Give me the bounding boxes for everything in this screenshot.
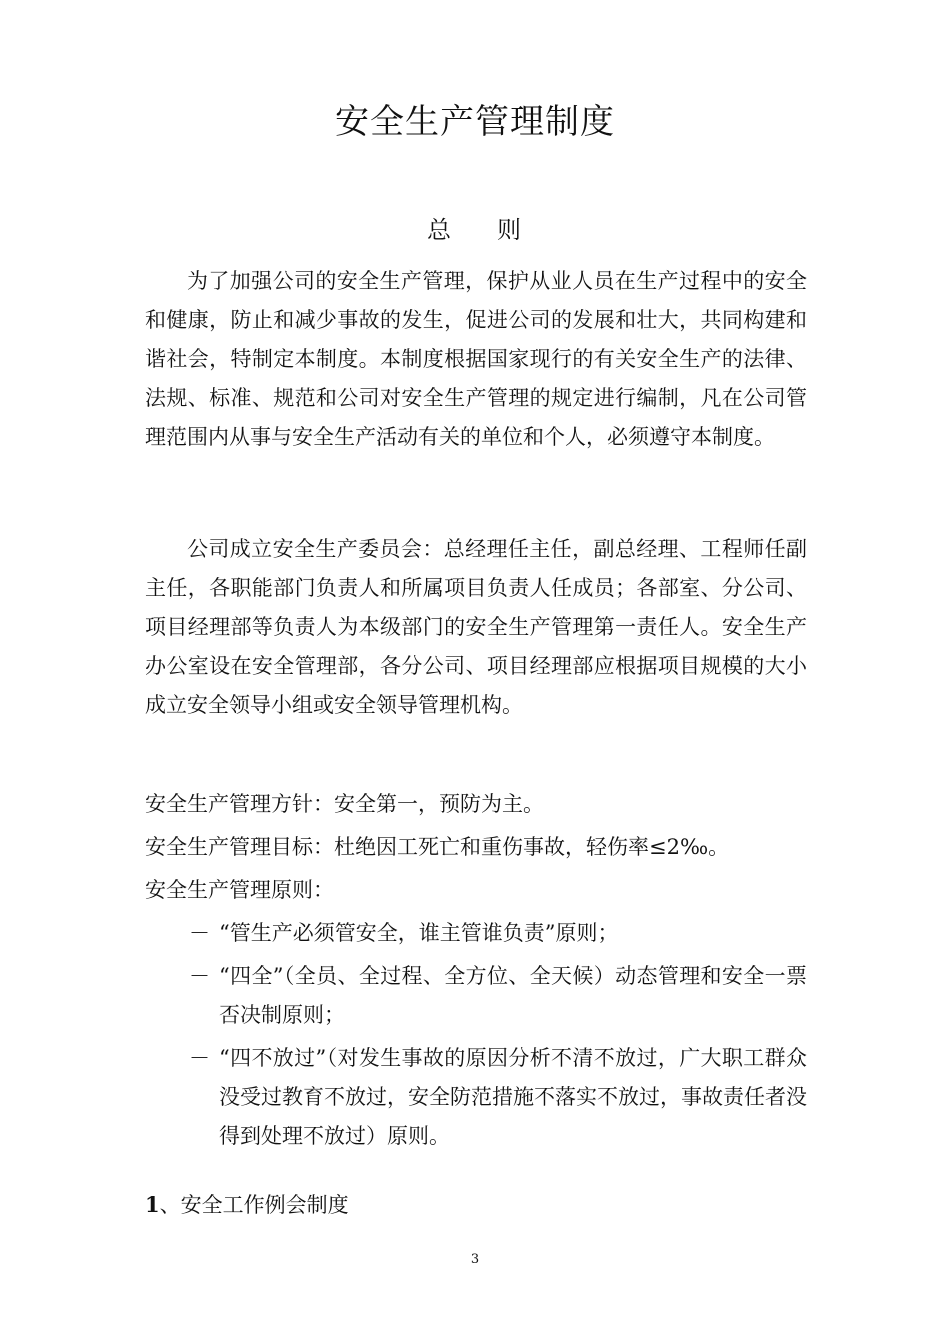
list-item bbox=[189, 957, 807, 1035]
document-title: 安全生产管理制度 bbox=[335, 102, 615, 142]
section-heading-general-provisions bbox=[0, 210, 950, 250]
section-number: 1 bbox=[145, 1192, 160, 1217]
dash-bullet: － bbox=[189, 921, 210, 945]
paragraph-text: 公司成立安全生产委员会：总经理任主任，副总经理、工程师任副主任，各职能部门负责人和所属项目负责人任成员；各部室、分公司、项目经理部等负责人为本级部门的安全生产管理第一责任人。安全生产办公室设在安全管理部，各分公司、项目经理部应根据项目规模的大小成立安全领导小组或安全领导管理机构。 bbox=[145, 537, 807, 717]
dash-bullet: － bbox=[189, 964, 210, 988]
principles-list bbox=[189, 914, 807, 1160]
list-item bbox=[189, 1039, 807, 1156]
paragraph-committee bbox=[145, 530, 807, 725]
section-1-heading bbox=[145, 1185, 349, 1225]
section-title: 、安全工作例会制度 bbox=[159, 1193, 349, 1217]
list-item-text: “四全”（全员、全过程、全方位、全天候）动态管理和安全一票否决制原则； bbox=[219, 964, 807, 1027]
dash-bullet: － bbox=[189, 1046, 210, 1070]
section-heading-part-2: 则 bbox=[497, 216, 523, 244]
list-item bbox=[189, 914, 807, 953]
page-number: 3 bbox=[470, 1252, 480, 1267]
policy-line: 安全生产管理方针：安全第一，预防为主。 bbox=[145, 792, 544, 816]
list-item-text: “管生产必须管安全，谁主管谁负责”原则； bbox=[219, 921, 619, 945]
list-item-text: “四不放过”（对发生事故的原因分析不清不放过，广大职工群众没受过教育不放过，安全防范措施不落实不放过，事故责任者没得到处理不放过）原则。 bbox=[219, 1046, 807, 1148]
paragraph-text: 为了加强公司的安全生产管理，保护从业人员在生产过程中的安全和健康，防止和减少事故的发生，促进公司的发展和壮大，共同构建和谐社会，特制定本制度。本制度根据国家现行的有关安全生产的法律、法规、标准、规范和公司对安全生产管理的规定进行编制，凡在公司管理范围内从事与安全生产活动有关的单位和个人，必须遵守本制度。 bbox=[145, 269, 807, 449]
target-line: 安全生产管理目标：杜绝因工死亡和重伤事故，轻伤率≤2‰。 bbox=[145, 835, 730, 859]
principles-label: 安全生产管理原则： bbox=[145, 878, 334, 902]
section-heading-part-1: 总 bbox=[427, 216, 453, 244]
paragraph-purpose bbox=[145, 262, 807, 457]
